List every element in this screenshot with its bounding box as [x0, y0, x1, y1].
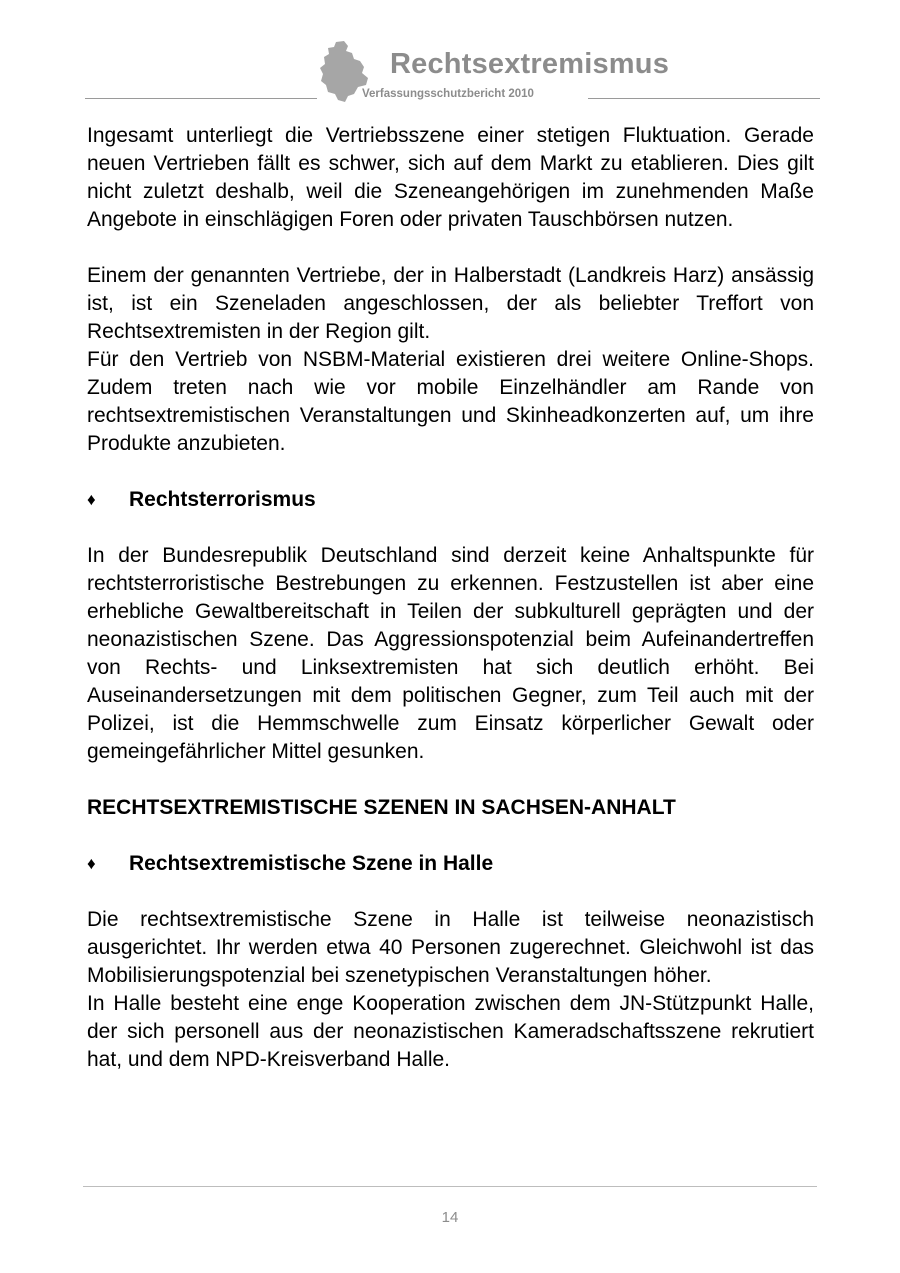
header-subtitle: Verfassungsschutzbericht 2010	[362, 88, 534, 100]
header-rule-right	[588, 98, 820, 99]
document-body	[87, 122, 814, 1074]
diamond-bullet-icon: ♦	[87, 854, 96, 873]
paragraph-nsbm: Für den Vertrieb von NSBM-Material existieren drei weitere Online-Shops. Zudem treten nach wie vor mobile Einzelhändler am Rande von rechtsextremistischen Veranstaltungen und Skinheadkonzerten auf, um ihre Produkte anzubieten.	[87, 348, 814, 455]
heading-text: Rechtsterrorismus	[129, 488, 316, 511]
heading-rechtsterrorismus	[87, 486, 814, 514]
header-title: Rechtsextremismus	[390, 48, 670, 80]
page-number: 14	[441, 1209, 459, 1226]
paragraph-rechtsterrorismus: In der Bundesrepublik Deutschland sind derzeit keine Anhaltspunkte für rechtsterroristische Bestrebungen zu erkennen. Festzustellen ist aber eine erhebliche Gewaltbereitschaft in Teilen der subkulturell geprägten und der neonazistischen Szene. Das Aggressionspotenzial beim Aufeinandertreffen von Rechts- und Linksextremisten hat sich deutlich erhöht. Bei Auseinandersetzungen mit dem politischen Gegner, zum Teil auch mit der Polizei, ist die Hemmschwelle zum Einsatz körperlicher Gewalt oder gemeingefährlicher Mittel gesunken.	[87, 544, 814, 763]
heading-szene-halle	[87, 850, 814, 878]
paragraph-halberstadt: Einem der genannten Vertriebe, der in Halberstadt (Landkreis Harz) ansässig ist, ist ein Szeneladen angeschlossen, der als beliebter Treffort von Rechtsextremisten in der Region gilt.	[87, 264, 814, 343]
diamond-bullet-icon: ♦	[87, 490, 96, 509]
footer-rule	[83, 1186, 817, 1187]
paragraph-vertriebsszene: Ingesamt unterliegt die Vertriebsszene einer stetigen Fluktuation. Gerade neuen Vertrieben fällt es schwer, sich auf dem Markt zu etablieren. Dies gilt nicht zuletzt deshalb, weil die Szeneangehörigen im zunehmenden Maße Angebote in einschlägigen Foren oder privaten Tauschbörsen nutzen.	[87, 124, 814, 231]
section-heading: RECHTSEXTREMISTISCHE SZENEN IN SACHSEN-ANHALT	[87, 796, 676, 819]
heading-text: Rechtsextremistische Szene in Halle	[129, 852, 494, 875]
paragraph-halle-kooperation: In Halle besteht eine enge Kooperation zwischen dem JN-Stützpunkt Halle, der sich personell aus der neonazistischen Kameradschaftsszene rekrutiert hat, und dem NPD-Kreisverband Halle.	[87, 992, 814, 1071]
page-header	[0, 0, 900, 110]
paragraph-halle-szene: Die rechtsextremistische Szene in Halle ist teilweise neonazistisch ausgerichtet. Ihr werden etwa 40 Personen zugerechnet. Gleichwohl ist das Mobilisierungspotenzial bei szenetypischen Veranstaltungen höher.	[87, 908, 814, 987]
header-rule-left	[85, 98, 317, 99]
